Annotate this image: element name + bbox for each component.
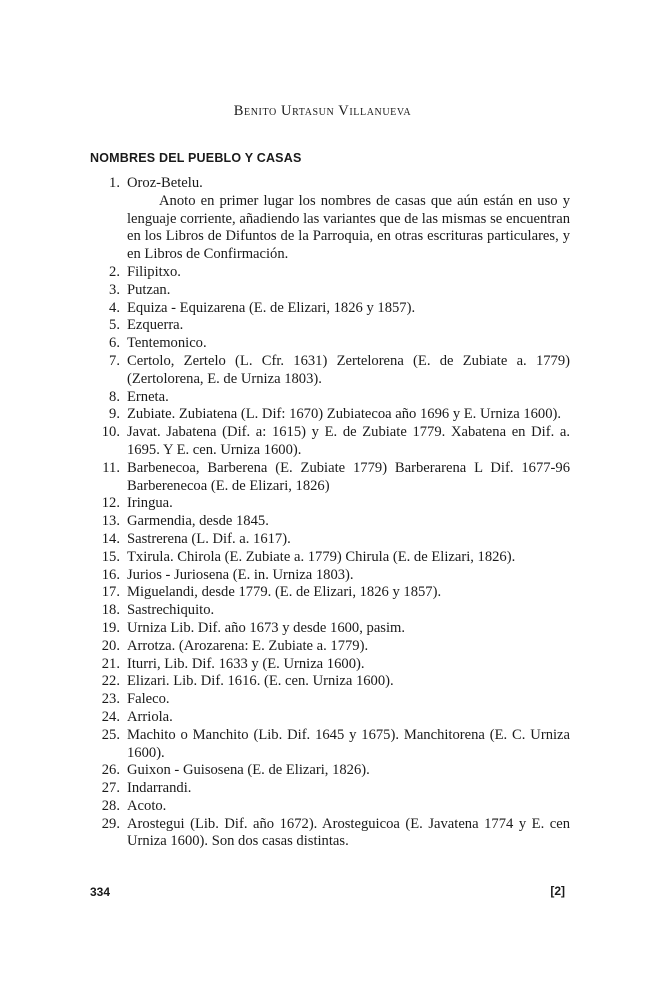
item-number: 7. <box>109 352 120 369</box>
item-number: 25. <box>101 726 120 743</box>
list-item <box>80 335 570 353</box>
list-item <box>80 389 570 407</box>
list-item <box>80 424 570 460</box>
list-item <box>80 584 570 602</box>
item-number: 4. <box>109 299 120 316</box>
list-item <box>80 673 570 691</box>
list-item <box>80 460 570 496</box>
item-number: 14. <box>101 530 120 547</box>
item-number: 24. <box>101 708 120 725</box>
list-item <box>80 406 570 424</box>
list-item <box>80 264 570 282</box>
page-number: 334 <box>90 885 111 899</box>
item-number: 6. <box>109 335 120 352</box>
item-text: Zubiate. Zubiatena (L. Dif: 1670) Zubiatecoa año 1696 y E. Urniza 1600). <box>127 406 562 423</box>
list-item <box>80 531 570 549</box>
list-item <box>80 762 570 780</box>
item-number: 2. <box>109 263 120 280</box>
item-text: Erneta. <box>127 388 169 405</box>
item-number: 8. <box>109 388 120 405</box>
list-item <box>80 798 570 816</box>
item-text: Jurios - Juriosena (E. in. Urniza 1803). <box>127 566 354 583</box>
list-item <box>80 282 570 300</box>
item-text: Acoto. <box>127 797 167 814</box>
item-number: 29. <box>101 815 120 832</box>
list-item <box>80 495 570 513</box>
item-text: Ezquerra. <box>127 317 184 334</box>
house-names-list <box>80 175 570 851</box>
item-text: Indarrandi. <box>127 780 192 797</box>
item-number: 11. <box>102 459 120 476</box>
item-number: 26. <box>101 762 120 779</box>
item-text: Certolo, Zertelo (L. Cfr. 1631) Zertelorena (E. de Zubiate a. 1779) (Zertolorena, E. de Urniza 1803). <box>127 352 570 387</box>
item-text: Oroz-Betelu. <box>127 175 203 191</box>
item-number: 19. <box>101 619 120 636</box>
item-text: Garmendia, desde 1845. <box>127 513 269 530</box>
item-text: Machito o Manchito (Lib. Dif. 1645 y 1675). Manchitorena (E. C. Urniza 1600). <box>127 726 570 761</box>
item-number: 1. <box>109 175 120 191</box>
list-item-paragraph <box>80 193 570 264</box>
item-number: 9. <box>109 406 120 423</box>
item-number: 10. <box>101 424 120 441</box>
list-item <box>80 549 570 567</box>
list-item <box>80 175 570 193</box>
list-item <box>80 727 570 763</box>
item-number: 16. <box>101 566 120 583</box>
item-number: 3. <box>109 281 120 298</box>
item-text: Putzan. <box>127 281 171 298</box>
item-text: Elizari. Lib. Dif. 1616. (E. cen. Urniza 1600). <box>127 673 394 690</box>
item-text: Javat. Jabatena (Dif. a: 1615) y E. de Zubiate 1779. Xabatena en Dif. a. 1695. Y E. cen. Urniza 1600). <box>127 424 570 458</box>
intro-paragraph: Anoto en primer lugar los nombres de casas que aún están en uso y lenguaje corriente, añadiendo las variantes que de las mismas se encuentran en los Libros de Difuntos de la Parroquia, en otras escrituras particulares, y en Libros de Confirmación. <box>127 192 570 263</box>
list-item <box>80 353 570 389</box>
list-item <box>80 709 570 727</box>
item-number: 27. <box>101 780 120 797</box>
list-item <box>80 656 570 674</box>
page-reference: [2] <box>550 884 565 898</box>
list-item <box>80 780 570 798</box>
item-text: Urniza Lib. Dif. año 1673 y desde 1600, pasim. <box>127 619 406 636</box>
list-item <box>80 691 570 709</box>
list-item <box>80 300 570 318</box>
item-number: 28. <box>101 797 120 814</box>
item-number: 20. <box>101 637 120 654</box>
list-item <box>80 602 570 620</box>
item-number: 23. <box>101 691 120 708</box>
item-text: Arrotza. (Arozarena: E. Zubiate a. 1779). <box>127 637 369 654</box>
item-text: Sastrerena (L. Dif. a. 1617). <box>127 530 291 547</box>
item-text: Barbenecoa, Barberena (E. Zubiate 1779) Barberarena L Dif. 1677-96 Barberenecoa (E. de Elizari, 1826) <box>127 459 570 494</box>
list-item <box>80 317 570 335</box>
item-text: Filipitxo. <box>127 263 181 280</box>
item-text: Tentemonico. <box>127 335 207 352</box>
item-text: Guixon - Guisosena (E. de Elizari, 1826). <box>127 762 370 779</box>
item-number: 18. <box>101 602 120 619</box>
item-number: 21. <box>101 655 120 672</box>
item-number: 15. <box>101 548 120 565</box>
item-text: Txirula. Chirola (E. Zubiate a. 1779) Chirula (E. de Elizari, 1826). <box>127 548 516 565</box>
item-text: Miguelandi, desde 1779. (E. de Elizari, 1826 y 1857). <box>127 584 442 601</box>
list-item <box>80 513 570 531</box>
item-number: 22. <box>101 673 120 690</box>
list-item <box>80 638 570 656</box>
item-text: Sastrechiquito. <box>127 602 215 619</box>
item-text: Arriola. <box>127 708 173 725</box>
item-text: Iringua. <box>127 495 173 512</box>
list-item <box>80 567 570 585</box>
item-text: Faleco. <box>127 691 170 708</box>
item-text: Arostegui (Lib. Dif. año 1672). Arosteguicoa (E. Javatena 1774 y E. cen Urniza 1600). Son dos casas distintas. <box>127 815 570 850</box>
running-head: Benito Urtasun Villanueva <box>233 103 412 119</box>
item-number: 17. <box>101 584 120 601</box>
list-item <box>80 816 570 852</box>
list-item <box>80 620 570 638</box>
item-text: Equiza - Equizarena (E. de Elizari, 1826 y 1857). <box>127 299 416 316</box>
item-number: 12. <box>101 495 120 512</box>
item-number: 5. <box>109 317 120 334</box>
item-number: 13. <box>101 513 120 530</box>
section-heading: NOMBRES DEL PUEBLO Y CASAS <box>90 151 302 165</box>
item-text: Iturri, Lib. Dif. 1633 y (E. Urniza 1600). <box>127 655 365 672</box>
